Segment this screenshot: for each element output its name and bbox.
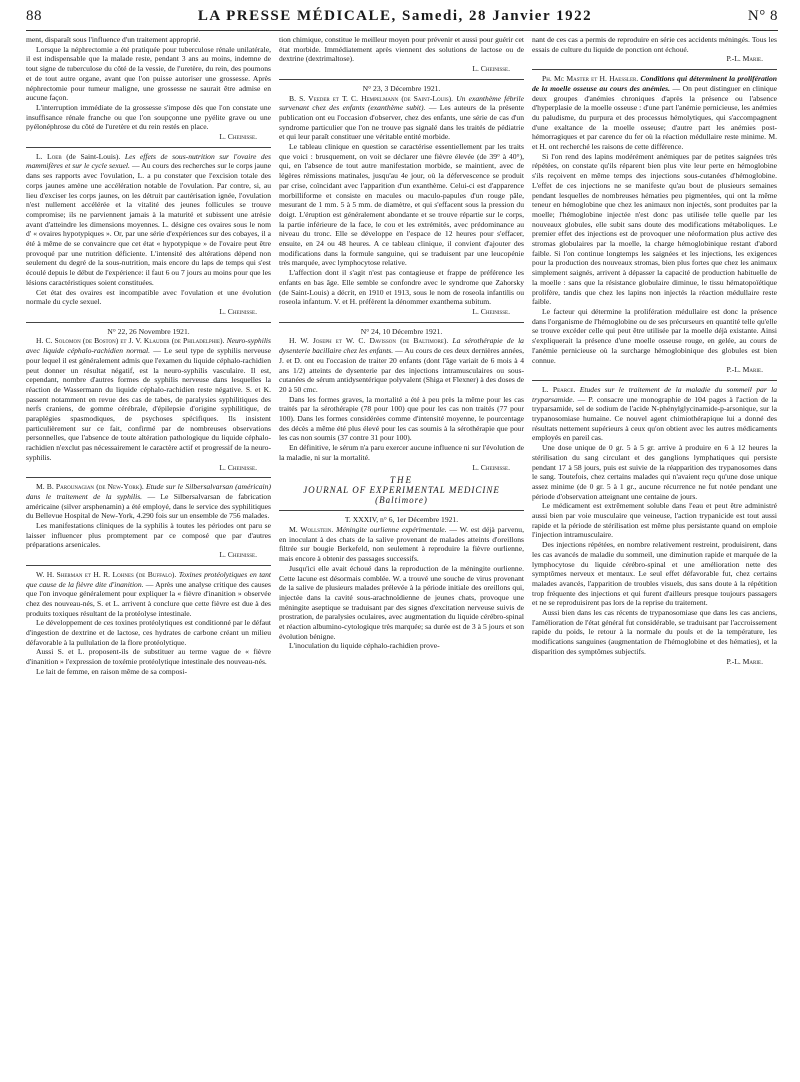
signature: P.-L. Marie. [726,365,763,375]
paragraph: ment, disparaît sous l'influence d'un traitement approprié. [26,35,201,44]
page-number: 88 [26,8,42,24]
article-authors: H. W. Joseph et W. C. Davisson (de Baltimore). [289,336,449,346]
article-authors: L. Pearce. [542,384,576,394]
paragraph: Les manifestations cliniques de la syphilis à toutes les périodes ont paru se laisser influencer plus promptement par ce composé que par d'autres préparations arsenicales. [26,521,271,550]
article-body: — P. consacre une monographie de 104 pages à l'action de la tryparsamide, sel de sodium de l'acide N-phénylglycinamide-p-arsonique, sur la trypanosomiase humaine. Ce nouvel agent chimiothérapique lui a donné des résultats nettement supérieurs à ceux qu'on obtient avec les autres médicaments employés en pareil cas. [532,394,777,443]
journal-city: (Baltimore) [375,494,428,505]
article-body: — On peut distinguer en clinique deux groupes d'anémies chroniques d'après la présence ou l'absence d'hyperplasie de la moelle osseuse : d'une part l'anémie pernicieuse, les anémies du paludisme, du purpura et des processus hémolytiques, qui s'accompagnent d'une exaltance de la moelle osseuse; d'autre part les anémies post-hémorragiques et par carence du fer où la réaction médullaire reste minime. M. et H. ont recherché les raisons de cette différence. [532,83,777,152]
divider [532,69,777,70]
article-authors: M. Wollstein. [289,525,334,535]
article-title: Conditions qui déterminent la prolifération de la moelle osseuse au cours des anémies. [532,74,777,93]
signature: P.-L. Marie. [726,656,763,666]
issue-heading: N° 23, 3 Décembre 1921. [362,83,441,93]
article-authors: Ph. Mc Master et H. Haessler. [542,74,639,84]
article-mcmaster [532,74,777,152]
paragraph: Dans les formes graves, la mortalité a été à peu près la même pour les cas traités par la sérothérapie (78 pour 100) que pour les cas non traités (77 pour 100). Dans les formes considérées comme d'intensité moyenne, le pourcentage des décès a même été plus élevé pour les cas soumis à la sérothérapie que pour les cas non soumis (37 contre 31 pour 100). [279,394,524,443]
article-authors: M. B. Parounagian (de New-York). [36,482,144,492]
article-title: Neuro-syphilis avec liquide céphalo-rachidien normal. [26,336,271,356]
article-body: — Au cours des recherches sur le corps jaune dans ses rapports avec l'ovulation, L. a pu constater que l'excision totale des corps jaunes amène une accélération notable de l'ovulation. Par contre, si, au lieu d'exciser les corps jaunes, on les détruit par cautérisation ignée, l'ovulation n'est nullement accélérée et la vitalité des jeunes follicules se trouve compromise; ils ne parviennent jamais à la maturité et subissent une atrésie avant d'atteindre les dimensions moyennes. L. désigne ces ovaires sous le nom d' « ovaires hypotypiques ». Or, par une série d'expériences sur des cobayes, il a été à même de se convaincre que cet état « hypotypique » de l'ovaire peut être provoqué par une nutrition déficiente. L'intensité des altérations dépend non seulement du degré de la sous-nutrition, mais encore du laps de temps qui s'est écoulé depuis le début de l'expérience: il faut 6 ou 7 jours au moins pour que les lésions caractéristiques soient constituées. [26,161,271,287]
journal-heading [279,476,524,505]
divider [279,510,524,511]
journal-name: JOURNAL OF EXPERIMENTAL MEDICINE [303,484,500,495]
signature: L. Cheinisse. [472,462,510,472]
page-title: LA PRESSE MÉDICALE, Samedi, 28 Janvier 1922 [197,8,593,24]
article-wollstein [279,525,524,564]
divider [279,322,524,323]
paragraph: Jusqu'ici elle avait échoué dans la reproduction de la méningite ourlienne. Cette lacune est désormais comblée. W. a trouvé une souche de virus provenant de la salive de plusieurs malades prélevée à la période initiale des oreillons qui, injectée dans la cavité sous-arachnoïdienne de jeunes chats, provoque une méningite aseptique se traduisant par des signes d'excitation nerveuse suivis de prostration, de paralysies oculaires, avec augmentation du liquide cérébro-spinal et réaction albumino-cytologique très marquée; sa durée est de 3 à 5 jours et son évolution bénigne. [279,563,524,641]
article-body: — Après une analyse critique des causes que l'on invoque généralement pour expliquer la « fièvre d'inanition » observée chez des nouveau-nés, S. et L. arrivent à conclure que cette fièvre est due à des produits toxiques résultant de la protéolyse intestinale. [26,579,271,618]
journal-the: THE [389,475,413,486]
article-parounagian [26,482,271,521]
signature: L. Cheinisse. [219,132,257,142]
paragraph: Le tableau clinique en question se caractérise essentiellement par les traits que voici : brusquement, on voit se déclarer une fièvre élevée (de 39° à 40°), qui, en l'absence de tout autre manifestation morbide, se maintient, avec de légères rémissions matinales, jusqu'au 4e jour, où la défervescence se produit par crise, coïncidant avec l'apparition d'un exanthème. Celui-ci est d'apparence morbilliforme et consiste en macules ou maculo-papules d'un rouge pâle, mesurant de 1 mm. 5 à 5 mm. de diamètre, et qui s'effacent sous la pression du doigt. L'éruption est généralement abondante et se trouve répartie sur le corps, la partie inférieure de la face, le cou et les extrémités, avec prédominance au niveau du tronc. Elle se développe en l'espace de 12 heures pour s'effacer, ensuite, en 24 ou 48 heures. A ce tableau clinique, il convient d'ajouter des modifications dans la formule sanguine, qui se traduisent par une leucopénie très marquée, avec lymphocytose relative. [279,142,524,268]
article-title: Un exanthème fébrile survenant chez des enfants (exanthème subit). [279,93,524,113]
divider [26,147,271,148]
paragraph: En définitive, le sérum n'a paru exercer aucune influence ni sur l'évolution de la maladie, ni sur la mortalité. [279,443,524,462]
divider [26,322,271,323]
signature: L. Cheinisse. [219,462,257,472]
paragraph: Des injections répétées, en nombre relativement restreint, produisirent, dans les cas avancés de maladie du sommeil, une diminution rapide et marquée de la lymphocytose du liquide cérébro-spinal et une amélioration nette des symptômes nerveux et mentaux. Le seul effet défavorable fut, chez certains malades avancés, l'apparition de troubles visuels, dus sans doute à la répétition trop fréquente des injections et qui furent d'ailleurs presque toujours passagers et ne se reproduisirent pas lors de la reprise du traitement. [532,540,777,608]
article-body: — W. est déjà parvenu, en inoculant à des chats de la salive provenant de malades atteints d'oreillons filtrée sur bougie Berkefeld, non seulement à reproduire la fièvre ourlienne, mais encore à obtenir des passages successifs. [279,525,524,564]
paragraph: Le développement de ces toxines protéolytiques est conditionné par le défaut d'ingestion de dextrine et de lactose, ces hydrates de carbone créant un milieu défavorable à la pullulation de la flore protéolytique. [26,618,271,647]
article-authors: B. S. Veeder et T. C. Hempelmann (de Saint-Louis). [289,93,454,103]
issue-heading: N° 22, 26 Novembre 1921. [107,326,190,336]
paragraph: Le médicament est extrêmement soluble dans l'eau et peut être administré aussi bien par voie musculaire que veineuse, l'action trypanicide est tout aussi rapide et la période de stérilisation est même plus persistante quand on emploie l'injection intramusculaire. [532,501,777,540]
paragraph: nant de ces cas a permis de reproduire en série ces accidents méningés. Tous les essais de culture du liquide de ponction ont échoué. [532,35,777,54]
signature: L. Cheinisse. [219,550,257,560]
article-sherman [26,570,271,619]
article-body: — Les auteurs de la présente publication ont eu l'occasion d'observer, chez des enfants, une série de cas d'un syndrome particulier que l'on ne trouve pas signalé dans les traités de pédiatrie et qui leur paraît constituer une véritable entité morbide. [279,103,524,142]
signature: P.-L. Marie. [726,54,763,64]
divider [26,565,271,566]
article-body: — Au cours de ces deux dernières années, J. et D. ont eu l'occasion de traiter 20 enfants (dont l'âge variait de 6 mois à 4 ans 1/2) atteints de dysenterie par des injections intramusculaires ou sous-cutanées de sérum antidysentérique polyvalent (Shiga et Flexner) à des doses de 20 à 50 cmc. [279,346,524,394]
article-veeder [279,94,524,143]
paragraph: Lorsque la néphrectomie a été pratiquée pour tuberculose rénale unilatérale, il est indispensable que la malade reste, pendant 3 ans au moins, indemne de tout signe de tuberculose du côté de la vessie, de l'uretère, du rein, des poumons et de tout autre organe, avant que l'on puisse autoriser une grossesse. Après néphrectomie pour tumeur maligne, une grossesse ne saurait être admise en aucune façon. [26,44,271,103]
paragraph: Aussi bien dans les cas récents de trypanosomiase que dans les cas anciens, l'amélioration de l'état général fut considérable, se traduisant par l'accroissement rapide du poids, le retour à la normale du pouls et de la température, les modifications sanguines (augmentation de l'hémoglobine et des hématies), et la disparition des symptômes subjectifs. [532,608,777,656]
article-solomon [26,336,271,462]
paragraph: L'inoculation du liquide céphalo-rachidien prove- [289,641,440,651]
paragraph: L'interruption immédiate de la grossesse s'impose dès que l'on constate une insuffisance rénale franche ou que l'on soupçonne une pyélite grave ou une pyélonéphrose du côté de l'uretère et du rein restés en place. [26,102,271,132]
divider [26,477,271,478]
article-title: Les effets de sous-nutrition sur l'ovaire des mammifères et sur le cycle sexuel. [26,151,271,171]
paragraph: Une dose unique de 0 gr. 5 à 5 gr. arrive à produire en 6 à 12 heures la stérilisation du sang circulant et des ganglions lymphatiques qui persiste pendant 17 à 58 jours, puis est suivie de la réapparition des trypanosomes dans le sang. Toutefois, chez certains malades qui n'avaient reçu qu'une dose unique assez minime (de 0 gr. 5 à 1 gr., aucune récurrence ne fut notée pendant une période d'observation atteignant une centaine de jours. [532,443,777,501]
issue-number: N° 8 [747,8,778,24]
paragraph: Le facteur qui détermine la prolifération médullaire est donc la présence dans l'organisme de l'hémoglobine ou de ses précurseurs en quantité telle qu'elle se trouve excéder celle qui peut être utilisée par la moelle déjà existante. Ainsi s'expliquerait la présence d'une moelle osseuse rouge, en gelée, au cours de l'anémie pernicieuse où la surcharge hémoglobinique des globules est bien connue. [532,306,777,365]
column-1 [26,35,271,1071]
article-title: La sérothérapie de la dysenterie bacillaire chez les enfants. [279,336,524,356]
article-title: Etude sur le Silbersalvarsan (américain) dans le traitement de la syphilis. [26,482,271,501]
issue-heading: N° 24, 10 Décembre 1921. [360,326,443,336]
article-title: Etudes sur le traitement de la maladie du sommeil par la tryparsamide. [532,384,777,404]
article-pearce [532,385,777,443]
paragraph: L'affection dont il s'agit n'est pas contagieuse et frappe de préférence les enfants en bas âge. Elle semble se confondre avec le syndrome que Zahorsky (de Saint-Louis) a décrit, en 1910 et 1913, sous le nom de roseola infantilis ou roseola infantum. V. et H. préfèrent la dénommer exanthema subitum. [279,268,524,307]
newspaper-page [26,8,778,1074]
article-place: (de Saint-Louis). [66,151,121,161]
signature: L. Cheinisse. [219,306,257,316]
column-3 [532,35,777,1071]
article-joseph [279,336,524,394]
article-body: — Le Silbersalvarsan de fabrication américaine (silver arsphenamin) a été employé, dans le service des syphilitiques du Bellevue Hospital de New-York, 4.290 fois sur un ensemble de 756 malades. [26,491,271,521]
paragraph: Si l'on rend des lapins modérément anémiques par de petites saignées très répétées, on constate qu'ils réparent bien plus vite leur perte en hémoglobine s'ils reçoivent en même temps des injections sous-cutanées d'hémoglobine. L'effet de ces injections ne se manifeste qu'au bout de plusieurs semaines pendant lesquelles de nombreuses hématies peu pigmentées, qui ont la même teneur en hémoglobine que chez les animaux non injectés, sont produites par la moelle; l'hémoglobine injectée n'est donc pas utilisée telle quelle par les nouveaux globules, elle subit sans doute des modifications métaboliques. Le premier effet des injections est de provoquer une néoformation plus active des stromas globulaires par la moelle, la charge hémoglobinique restant d'abord faible. Si l'on continue longtemps les saignées et les injections, les exigences pour la production des nouveaux stromas, bien plus fortes que chez les animaux simplement saignés, arrivent à dépasser la capacité de production habituelle de la moelle : sans que la résistance globulaire diminue, le tissu hématopoïétique prolifère, tandis que chez les lapins non injectés la réaction médullaire reste faible. [532,151,777,307]
paragraph: Aussi S. et L. proposent-ils de substituer au terme vague de « fièvre d'inanition » l'expression de toxémie protéolytique intestinale des nouveau-nés. [26,647,271,667]
article-title: Toxines protéolytiques en tant que cause de la fièvre dite d'inanition. [26,569,271,589]
column-2 [279,35,524,1071]
divider [279,79,524,80]
article-authors: H. C. Solomon (de Boston) et J. V. Klauder (de Philadelphie). [36,336,225,346]
article-authors: L. Loeb [36,151,62,161]
signature: L. Cheinisse. [472,306,510,316]
page-header [26,8,778,31]
paragraph: tion chimique, constitue le meilleur moyen pour prévenir et aussi pour guérir cet état morbide. Immédiatement après viennent des solutions de lactose ou de dextrine (dextrimaltose). [279,35,524,64]
signature: L. Cheinisse. [472,64,510,74]
article-authors: W. H. Sherman et H. R. Lohnes (de Buffalo). [36,569,177,579]
issue-heading: T. XXXIV, n° 6, 1er Décembre 1921. [344,515,459,525]
divider [532,380,777,381]
article-body: — Le seul type de syphilis nerveuse pour lequel il est généralement admis que l'examen du liquide céphalo-rachidien peut donner un résultat négatif, est la neuro-syphilis vasculaire. Il est, cependant, nombre d'autres formes de syphilis nerveuse dans lesquelles la réaction de Wassermann du liquide céphalo-rachidien reste négative. S. et K. passent notamment en revue des cas de tabes, de paralysies syphilitiques des nerfs craniens, de gomme cérébrale, d'épilepsie d'origine syphilitique, de paraplégies spasmodiques, de psychoses spécifiques. Ils insistent particulièrement sur ce fait, confirmé par de nombreuses observations personnelles, que l'absence de toute altération pathologique du liquide céphalo-rachidien n'exclut pas nécessairement le caractère actif et progressif de la neuro-syphilis. [26,346,271,462]
article-title: Méningite ourlienne expérimentale. [336,525,447,535]
paragraph: Le lait de femme, en raison même de sa composi- [36,666,187,676]
article-loeb [26,152,271,288]
paragraph: Cet état des ovaires est incompatible avec l'ovulation et une évolution normale du cycle sexuel. [26,287,271,307]
